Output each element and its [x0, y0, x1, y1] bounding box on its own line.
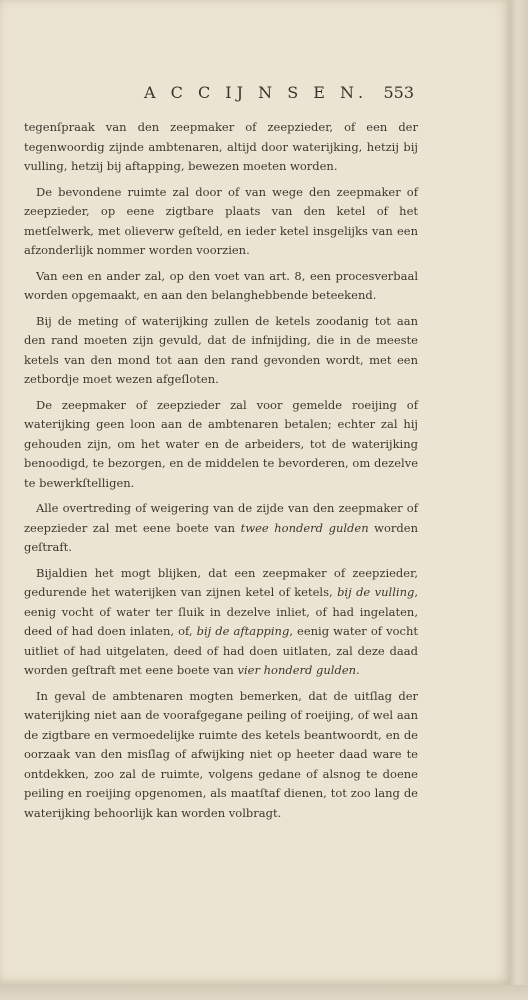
italic-text: bij de vulling	[337, 585, 415, 599]
text-segment: Van een en ander zal, op den voet van art. 8, een procesverbaal worden opgemaakt, en aan den belanghebbende beteekend.	[24, 268, 418, 302]
paragraph	[24, 118, 418, 177]
paragraph	[24, 183, 418, 261]
paragraph	[24, 499, 418, 558]
italic-text: vier honderd gulden.	[237, 663, 360, 677]
italic-text: bij de aftapping	[196, 624, 290, 638]
body-text	[24, 118, 418, 823]
page-header	[34, 83, 416, 107]
text-segment: De zeepmaker of zeepzieder zal voor gemelde roeijing of waterijking geen loon aan de ambtenaren betalen; echter zal hij gehouden zijn, om het water en de arbeiders, tot de waterijking benoodigd, te bezorgen, en de middelen te bevorderen, om dezelve te bewerkſtelligen.	[24, 397, 418, 490]
running-head: A C C IJ N S E N.	[144, 83, 369, 102]
text-segment: Bijaldien het mogt blijken, dat een zeepmaker of zeepzieder, gedurende het waterijken van zijnen ketel of ketels,	[24, 565, 418, 599]
paragraph	[24, 396, 418, 494]
page-edge-bottom	[0, 985, 528, 1000]
text-segment: , eenig vocht of water ter ſluik in dezelve inliet, of had ingelaten, deed of had doen inlaten, of,	[24, 585, 418, 638]
text-segment: Alle overtreding of weigering van de zijde van den zeepmaker of zeepzieder zal met eene boete van	[24, 501, 418, 535]
italic-text: twee honderd gulden	[240, 520, 369, 535]
text-segment: Bij de meting of waterijking zullen de ketels zoodanig tot aan den rand moeten zijn gevuld, dat de infnijding, die in de meeste ketels van den mond tot aan den rand gevonden wordt, met een zetbordje moet wezen afgeſloten.	[24, 313, 418, 386]
text-segment: De bevondene ruimte zal door of van wege den zeepmaker of zeepzieder, op eene zigtbare plaats van den ketel of het metſelwerk, met olieverw geſteld, en ieder ketel insgelijks van een afzonderlijk nommer worden voorzien.	[24, 184, 418, 257]
text-segment: , eenig water of vocht uitliet of had uitgelaten, deed of had doen uitlaten, zal deze daad worden geſtraft met eene boete van	[24, 624, 419, 677]
text-segment: worden geſtraft.	[24, 520, 419, 554]
text-segment: In geval de ambtenaren mogten bemerken, dat de uitſlag der waterijking niet aan de voorafgegane peiling of roeijing, of wel aan de zigtbare en vermoedelijke ruimte des ketels beantwoordt, en de oorzaak van den misſlag of afwijking niet op heeter daad ware te ontdekken, zoo zal de ruimte, volgens gedane of alsnog te doene peiling en roeijing opgenomen, als maatſtaf dienen, tot zoo lang de waterijking behoorlijk kan worden volbragt.	[24, 688, 418, 820]
paragraph	[24, 564, 418, 681]
paragraph	[24, 267, 418, 306]
page-edge-right	[510, 0, 528, 1000]
text-segment: tegenſpraak van den zeepmaker of zeepzieder, of een der tegenwoordig zijnde ambtenaren, altijd door waterijking, hetzij bij vulling, hetzij bij aftapping, bewezen moeten worden.	[24, 120, 418, 173]
paragraph	[24, 312, 418, 390]
paragraph	[24, 687, 418, 824]
page-number: 553	[383, 83, 414, 102]
